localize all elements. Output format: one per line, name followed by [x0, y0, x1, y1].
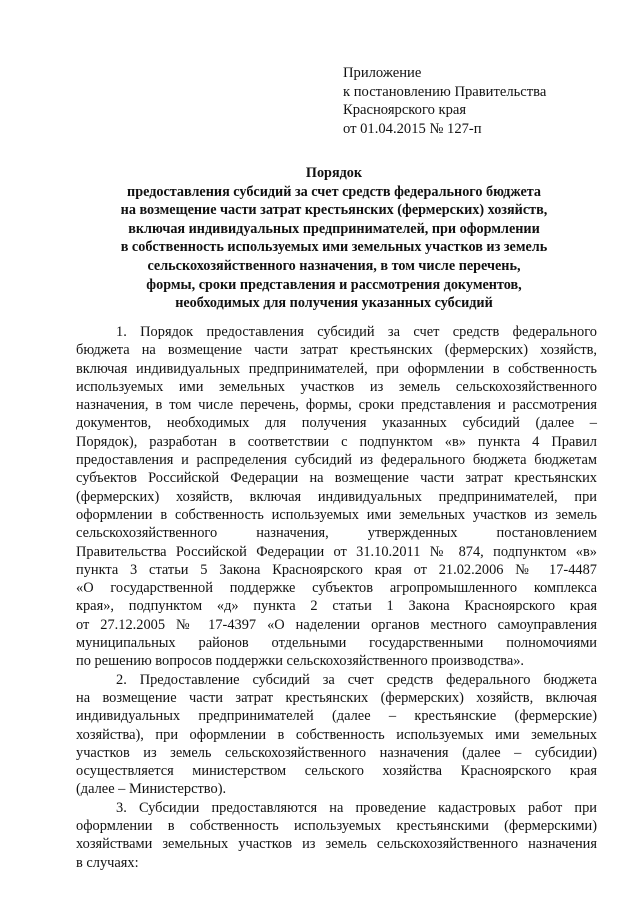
paragraph-line: хозяйства), при оформлении в собственность используемых ими земельных — [76, 726, 597, 743]
paragraph-line: Правительства Российской Федерации от 31.10.2011 № 874, подпунктом «в» — [76, 543, 597, 560]
title-line: предоставления субсидий за счет средств федерального бюджета — [127, 183, 541, 200]
title-line: сельскохозяйственного назначения, в том числе перечень, — [147, 257, 521, 274]
paragraph-line: (фермерских) хозяйств, включая индивидуальных предпринимателей, при — [76, 488, 597, 505]
paragraph-line: используемых ими земельных участков из земель сельскохозяйственного — [76, 378, 597, 395]
paragraph-line: 3. Субсидии предоставляются на проведение кадастровых работ при — [116, 799, 597, 816]
paragraph-line: «О государственной поддержке субъектов агропромышленного комплекса — [76, 580, 597, 597]
paragraph-line: 1. Порядок предоставления субсидий за счет средств федерального — [116, 324, 597, 340]
paragraph-line: края», подпунктом «д» пункта 2 статьи 1 Закона Красноярского края — [76, 598, 597, 615]
title-line: в собственность используемых ими земельных участков из земель — [120, 239, 548, 256]
paragraph-line: сельскохозяйственного назначения, утвержденных постановлением — [76, 525, 597, 542]
paragraph-line: по решению вопросов поддержки сельскохозяйственного производства». — [76, 653, 525, 670]
paragraph-line: документов, необходимых для получения указанных субсидий (далее – — [76, 415, 597, 432]
appendix-line: от 01.04.2015 № 127-п — [343, 120, 482, 137]
paragraph-line: муниципальных районов отдельными государственными полномочиями — [76, 635, 597, 652]
paragraph-line: бюджета на возмещение части затрат крестьянских (фермерских) хозяйств, — [76, 342, 597, 359]
title-line: на возмещение части затрат крестьянских (фермерских) хозяйств, — [120, 202, 548, 219]
appendix-header — [343, 64, 633, 138]
paragraph-line: пункта 3 статьи 5 Закона Красноярского края от 21.02.2006 № 17-4487 — [76, 561, 597, 578]
paragraph-line: субъектов Российской Федерации на возмещение части затрат крестьянских — [76, 470, 597, 487]
paragraph-line: оформлении в собственность используемых крестьянскими (фермерскими) — [76, 818, 597, 835]
paragraph — [76, 671, 597, 799]
paragraph-line: осуществляется министерством сельского хозяйства Красноярского края — [76, 763, 597, 780]
appendix-line: Приложение — [343, 65, 422, 81]
paragraph-line: хозяйствами земельных участков из земель сельскохозяйственного назначения — [76, 836, 597, 853]
paragraph — [76, 323, 597, 671]
title-line: включая индивидуальных предпринимателей, при оформлении — [128, 220, 540, 237]
paragraph-line: участков из земель сельскохозяйственного назначения (далее – субсидии) — [76, 744, 597, 761]
paragraph-line: от 27.12.2005 № 17-4397 «О наделении органов местного самоуправления — [76, 616, 597, 633]
paragraph-line: предоставления и распределения субсидий из федерального бюджета бюджетам — [76, 452, 597, 469]
paragraph-line: Порядок), разработан в соответствии с подпунктом «в» пункта 4 Правил — [76, 433, 597, 450]
paragraph-line: на возмещение части затрат крестьянских (фермерских) хозяйств, включая — [76, 689, 597, 706]
title-line: формы, сроки представления и рассмотрения документов, — [146, 276, 522, 293]
paragraph-line: в случаях: — [76, 854, 139, 871]
title-line: необходимых для получения указанных субсидий — [175, 295, 493, 312]
paragraph-line: (далее – Министерство). — [76, 781, 227, 798]
appendix-line: Красноярского края — [343, 102, 467, 118]
document-title — [74, 164, 594, 313]
title-heading: Порядок — [305, 165, 363, 181]
paragraph-line: назначения, в том числе перечень, формы, сроки представления и рассмотрения — [76, 397, 597, 414]
paragraph-line: 2. Предоставление субсидий за счет средств федерального бюджета — [116, 671, 597, 688]
paragraph — [76, 799, 597, 872]
document-body — [76, 323, 597, 872]
paragraph-line: оформлении в собственность используемых ими земельных участков из земель — [76, 506, 597, 523]
paragraph-line: включая индивидуальных предпринимателей, при оформлении в собственность — [76, 360, 597, 377]
appendix-line: к постановлению Правительства — [343, 83, 547, 100]
paragraph-line: индивидуальных предпринимателей (далее – крестьянские (фермерские) — [76, 708, 597, 725]
